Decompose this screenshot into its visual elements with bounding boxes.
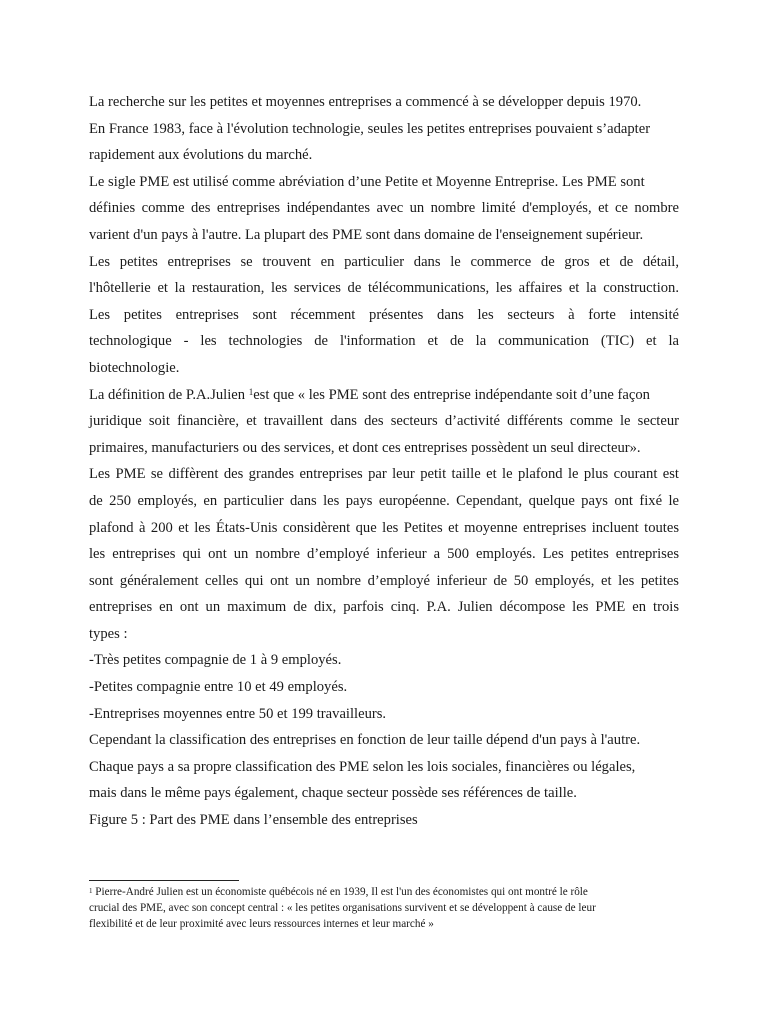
list-item: -Entreprises moyennes entre 50 et 199 travailleurs. [89, 705, 387, 722]
text-line: La recherche sur les petites et moyennes entreprises a commencé à se développer depuis 1970. [89, 94, 642, 110]
text-line: entreprises en ont un maximum de dix, parfois cinq. P.A. Julien décompose les PME en trois [89, 599, 679, 616]
figure-caption: Figure 5 : Part des PME dans l’ensemble des entreprises [89, 812, 418, 829]
text-line: sont généralement celles qui ont un nombre d’employé inferieur de 50 employés, et les petites [89, 572, 679, 589]
text-segment: La définition de P.A.Julien [89, 386, 249, 403]
text-line: l'hôtellerie et la restauration, les services de télécommunications, les affaires et la construction. [89, 280, 679, 297]
text-line: définies comme des entreprises indépendantes avec un nombre limité d'employés, et ce nombre [89, 200, 679, 217]
list-item: -Petites compagnie entre 10 et 49 employés. [89, 679, 348, 696]
footnote-mark: 1 [89, 887, 93, 895]
text-line: biotechnologie. [89, 359, 180, 376]
text-line: Les PME se diffèrent des grandes entreprises par leur petit taille et le plafond le plus courant est [89, 466, 679, 483]
footnote-line: crucial des PME, avec son concept central : « les petites organisations survivent et se développent à cause de leur [89, 902, 596, 914]
text-line: Les petites entreprises sont récemment présentes dans les secteurs à forte intensité [89, 306, 679, 323]
text-line: plafond à 200 et les États-Unis considèrent que les Petites et moyenne entreprises incluent toutes [89, 519, 679, 536]
footnote-line: flexibilité et de leur proximité avec leurs ressources internes et leur marché » [89, 918, 434, 930]
text-line: mais dans le même pays également, chaque secteur possède ses références de taille. [89, 785, 577, 802]
text-line: varient d'un pays à l'autre. La plupart des PME sont dans domaine de l'enseignement supérieur. [89, 226, 644, 243]
text-line: Cependant la classification des entreprises en fonction de leur taille dépend d'un pays à l'autre. [89, 732, 641, 749]
text-line: juridique soit financière, et travaillent dans des secteurs d’activité différents comme le secteur [89, 413, 679, 430]
footnote [89, 884, 679, 932]
text-segment: Pierre-André Julien est un économiste québécois né en 1939, Il est l'un des économistes qui ont montré le rôle [92, 886, 588, 898]
footnote-line [89, 884, 679, 900]
footnote-reference: 1 [248, 386, 254, 397]
text-line: Le sigle PME est utilisé comme abréviation d’une Petite et Moyenne Entreprise. Les PME sont [89, 173, 645, 190]
text-line: de 250 employés, en particulier dans les pays européenne. Cependant, quelque pays ont fixé le [89, 492, 679, 509]
text-line: Les petites entreprises se trouvent en particulier dans le commerce de gros et de détail, [89, 253, 679, 270]
text-line [89, 382, 679, 409]
text-line: types : [89, 625, 128, 642]
list-item: -Très petites compagnie de 1 à 9 employés. [89, 652, 342, 669]
body-text [89, 89, 679, 834]
text-line: Chaque pays a sa propre classification des PME selon les lois sociales, financières ou légales, [89, 758, 636, 775]
text-line: primaires, manufacturiers ou des services, et dont ces entreprises possèdent un seul directeur». [89, 439, 641, 456]
text-line: rapidement aux évolutions du marché. [89, 147, 313, 164]
text-line: les entreprises qui ont un nombre d’employé inferieur a 500 employés. Les petites entreprises [89, 546, 679, 563]
footnote-separator [89, 880, 239, 881]
text-line: En France 1983, face à l'évolution technologie, seules les petites entreprises pouvaient s’adapter [89, 120, 651, 137]
text-segment: est que « les PME sont des entreprise indépendante soit d’une façon [253, 386, 650, 403]
text-line: technologique - les technologies de l'information et de la communication (TIC) et la [89, 333, 679, 350]
